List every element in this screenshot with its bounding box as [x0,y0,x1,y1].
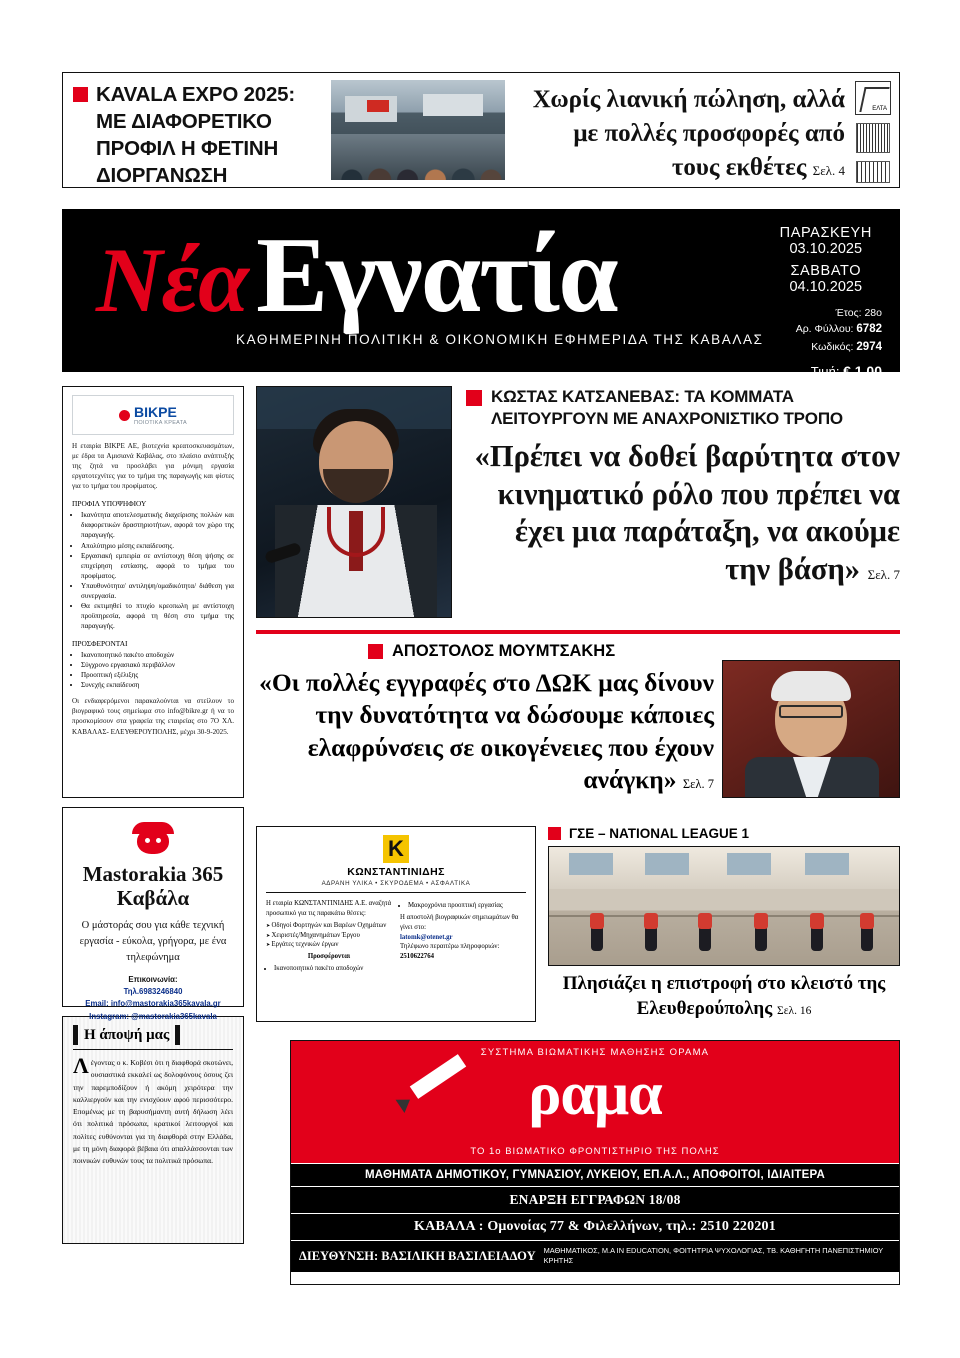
orama-courses: ΜΑΘΗΜΑΤΑ ΔΗΜΟΤΙΚΟΥ, ΓΥΜΝΑΣΙΟΥ, ΛΥΚΕΙΟΥ, ΕΠ.Α.Λ., ΑΠΟΦΟΙΤΟΙ, ΙΔΙΑΙΤΕΡΑ [291,1163,899,1186]
list-item: • Ικανότητα αποτελεσματικής διαχείρισης πολλών και διαφορετικών δραστηριοτήτων, αφορά τον χώρο της παραγωγής. [81,510,234,540]
masthead-day-2: ΣΑΒΒΑΤΟ [790,263,862,279]
gse-training-photo [548,846,900,966]
list-item: • Συνεχής εκπαίδευση [81,680,234,690]
masthead-issue-value: 6782 [856,323,882,336]
konstantinidis-offered-1 [266,964,392,974]
orama-enrollment: ΕΝΑΡΞΗ ΕΓΓΡΑΦΩΝ 18/08 [291,1186,899,1213]
second-story [256,642,900,814]
masthead-title-egnatia: Εγνατία [256,216,617,335]
konstantinidis-offered-title: Προσφέρονται [307,953,351,961]
top-banner-headline: KAVALA EXPO 2025: ΜΕ ΔΙΑΦΟΡΕΤΙΚΟ ΠΡΟΦΙΛ Η ΦΕΤΙΝΗ ΔΙΟΡΓΑΝΩΣΗ [96,83,295,188]
red-square-icon [73,87,88,102]
opinion-bar-icon-right [175,1025,180,1045]
mastorakia-description: Ο μάστοράς σου για κάθε τεχνική εργασία - εύκολα, γρήγορα, με ένα τηλεφώνημα [79,920,227,963]
red-square-icon [548,827,561,840]
opinion-title: Η άποψή μας [84,1026,170,1043]
second-headline: «Οι πολλές εγγραφές στο ΔΩΚ μας δίνουν την δυνατότητα να δώσουμε κάποιες ελαφρύνσεις σε οικογένειες που έχουν ανάγκη» [259,668,714,795]
bikre-advertisement [62,386,244,798]
masthead-title-nea: Νέα [96,229,249,331]
mastorakia-advertisement [62,807,244,1021]
masthead [62,209,900,379]
worker-helmet-icon [130,818,176,858]
mastorakia-email: Email: info@mastorakia365kavala.gr [85,999,221,1009]
top-banner-logos [853,73,899,187]
masthead-year: Έτος: 28ο [835,307,882,319]
orama-wordmark: ραμα [528,1060,662,1128]
barcode-secondary-icon [856,161,890,183]
orama-address: ΚΑΒΑΛΑ : Ομονοίας 77 & Φιλελλήνων, τηλ.: 2510 220201 [291,1213,899,1240]
lead-headline: «Πρέπει να δοθεί βαρύτητα στον κινηματικό ρόλο που πρέπει να έχει μια παράταξη, να ακούμε την βάση» [474,439,900,586]
konstantinidis-advertisement [256,826,536,1022]
opinion-body: Λέγοντας ο κ. Κοβέσι ότι η διαφθορά σκοτώνει, ουσιαστικά εκκαλεί ως δολοφόνους όσους ζει την παρεμποδίζουν ή ακόμη χειρότερα την καλλιεργούν και την ενισχύουν αφού περισσότερο. Επομένως με τη βαρυσήμαντη αυτή δήλωση λέει ότι πολιτικά πρόσωπα, κρατικοί λειτουργοί και πολίτες ευθύνονται για τη διαφθορά στην Ελλάδα, με τη μόνη διαφορά βέβαια ότι απαλλάσσονται των ποινικών ευθυνών τους τα πολιτικά πρόσωπα. [73,1053,233,1166]
red-square-icon [466,390,482,406]
bikre-offer-list [72,650,234,690]
bikre-profile-list [72,510,234,631]
opinion-bar-icon [73,1025,78,1045]
lead-story-text [452,386,900,621]
gse-kicker: ΓΣΕ – NATIONAL LEAGUE 1 [569,826,749,841]
masthead-date-1: 03.10.2025 [789,241,863,257]
masthead-price-label: Τιμή: [810,363,840,379]
masthead-code-value: 2974 [856,341,882,354]
moumtsakis-photo [722,660,900,798]
bikre-offer-title: ΠΡΟΣΦΕΡΟΝΤΑΙ [72,639,128,649]
list-item: • Μακροχρόνια προοπτική εργασίας [408,901,526,911]
konstantinidis-email: latomk@otenet.gr [400,933,453,941]
list-item: • Υπαυθυνότητα/ αντιληψη/ομαδικότητα/ διάθεση για συνεργασία. [81,581,234,601]
orama-subtitle: ΤΟ 1ο ΒΙΩΜΑΤΙΚΟ ΦΡΟΝΤΙΣΤΗΡΙΟ ΤΗΣ ΠΟΛΗΣ [470,1146,720,1157]
konstantinidis-intro: Η εταιρία ΚΩΝΣΤΑΝΤΙΝΙΔΗΣ Α.Ε. αναζητά προσωπικό για τις παρακάτω θέσεις: [266,900,392,917]
opinion-column [62,1016,244,1244]
list-item: • Εργασιακή εμπειρία σε αντίστοιχη θέση ψήσης σε επιχείρηση εστίασης, αφορά το τμήμα του προφίματος. [81,551,234,581]
konstantinidis-info-text: Τηλέφωνο περαιτέρω πληροφοριών: [400,943,500,951]
list-item: ➤ Οδηγοί Φορτηγών και Βαρέων Οχημάτων [266,921,392,931]
mastorakia-instagram: Instagram: @mastorakia365kavala [89,1011,217,1021]
orama-director: ΔΙΕΥΘΥΝΣΗ: ΒΑΣΙΛΙΚΗ ΒΑΣΙΛΕΙΑΔΟΥ [299,1248,536,1263]
konstantinidis-name: ΚΩΝΣΤΑΝΤΙΝΙΔΗΣ [347,866,445,878]
mastorakia-contact-label: Επικοινωνία: [128,974,178,984]
masthead-day-1: ΠΑΡΑΣΚΕΥΗ [779,225,872,241]
masthead-issue-label: Αρ. Φύλλου: [795,323,854,336]
bikre-profile-title: ΠΡΟΦΙΛ ΥΠΟΨΗΦΙΟΥ [72,499,147,509]
list-item: • Θα εκτιμηθεί το πτυχίο κρεοπωλη με αντίστοιχη προϋπηρεσία, αφορά τη θέση στο τμήμα της παραγωγής. [81,601,234,631]
top-banner-page-ref: Σελ. 4 [812,163,845,178]
lead-page-ref: Σελ. 7 [867,566,900,582]
second-kicker: ΑΠΟΣΤΟΛΟΣ ΜΟΥΜΤΣΑΚΗΣ [392,642,616,660]
top-banner-subheadline: Χωρίς λιανική πώληση, αλλά με πολλές προσφορές από τους εκθέτες [532,86,845,181]
orama-info-block [291,1163,899,1272]
list-item: ➤ Εργάτες τεχνικών έργων [266,940,392,950]
lead-story [256,386,900,621]
top-banner-right [509,73,853,187]
bikre-dot-icon [119,410,130,421]
pencil-icon [399,1061,477,1123]
list-item: • Προοπτική εξέλιξης [81,670,234,680]
masthead-date-2: 04.10.2025 [789,279,863,295]
list-item: ➤ Χειριστές/Μηχανημάτων Έργου [266,931,392,941]
bikre-closing: Οι ενδιαφερόμενοι παρακαλούνται να στείλουν το βιογραφικό τους σημείωμα στο info@bikre.gr ή να το προσκομίσουν στα γραφεία της εταιρείας στο 7Ο ΧΛ. ΚΑΒΑΛΑΣ- ΕΛΕΥΘΕΡΟΥΠΟΛΗΣ, μέχρι 30-9-2025. [72,697,234,736]
konstantinidis-logo-icon: K [383,835,409,863]
barcode-icon [856,123,890,153]
masthead-subtitle: ΚΑΘΗΜΕΡΙΝΗ ΠΟΛΙΤΙΚΗ & ΟΙΚΟΝΟΜΙΚΗ ΕΦΗΜΕΡΙΔΑ ΤΗΣ ΚΑΒΑΛΑΣ [236,332,764,348]
list-item: • Σύγχρονο εργασιακό περιβάλλον [81,660,234,670]
bikre-logo-name: ΒΙΚΡΕ [134,404,177,420]
masthead-info-block [764,209,900,379]
konstantinidis-sub: ΑΔΡΑΝΗ ΥΛΙΚΑ • ΣΚΥΡΟΔΕΜΑ • ΑΣΦΑΛΤΙΚΑ [321,880,471,887]
konstantinidis-offered-2 [400,901,526,911]
masthead-code-label: Κωδικός: [811,341,854,354]
konstantinidis-positions [266,921,392,951]
expo-photo [331,80,505,180]
konstantinidis-cv-text: Η αποστολή βιογραφικών σημειωμάτων θα γίνει στο: [400,913,519,931]
masthead-title-block [62,209,764,372]
bikre-intro: Η εταιρία ΒΙΚΡΕ ΑΕ, βιοτεχνία κρεατοσκευασμάτων, με έδρα τα Αμισιανά Καβάλας, στο πλαίσιο ανάπτυξής της ζητά να προσλάβει για μόνιμη εργασία εργατοτεχνίτες για το τμήμα της παραγωγής και φίστες για το τμήμα του προφίματος. [72,442,234,491]
red-square-icon [368,644,383,659]
orama-system-label: ΣΥΣΤΗΜΑ ΒΙΩΜΑΤΙΚΗΣ ΜΑΘΗΣΗΣ ΟΡΑΜΑ [480,1047,710,1058]
gse-story [548,826,900,1022]
orama-director-roles: ΜΑΘΗΜΑΤΙΚΟΣ, Μ.Α IN EDUCATION, ΦΟΙΤΗΤΡΙΑ ΨΥΧΟΛΟΓΙΑΣ, ΤΒ. ΚΑΘΗΓΗΤΗ ΠΑΝΕΠΙΣΤΗΜΙΟΥ ΚΡΗΤΗΣ [543,1246,884,1266]
bikre-logo [72,395,234,435]
gse-page-ref: Σελ. 16 [777,1004,812,1017]
orama-banner [291,1041,899,1163]
lead-kicker: ΚΩΣΤΑΣ ΚΑΤΣΑΝΕΒΑΣ: ΤΑ ΚΟΜΜΑΤΑ ΛΕΙΤΟΥΡΓΟΥΝ ΜΕ ΑΝΑΧΡΟΝΙΣΤΙΚΟ ΤΡΟΠΟ [491,387,843,429]
mastorakia-title: Mastorakia 365 Καβάλα [82,862,224,911]
konstantinidis-phone: 2510622764 [400,953,434,961]
second-page-ref: Σελ. 7 [682,777,714,792]
elta-logo-icon: ΕΛΤΑ [855,81,891,115]
list-item: • Ικανοποιητικό πακέτο αποδοχών [274,964,392,974]
list-item: • Ικανοποιητικό πακέτο αποδοχών [81,650,234,660]
top-banner [62,72,900,188]
masthead-price-value: € 1,00 [843,362,882,379]
katsanevas-photo [256,386,452,618]
red-divider [256,630,900,634]
left-column [62,386,244,1244]
orama-advertisement [290,1040,900,1285]
list-item: • Απολύτηριο μέσης εκπαίδευσης. [81,541,234,551]
bikre-logo-tagline: ΠΟΙΟΤΙΚΑ ΚΡΕΑΤΑ [134,420,187,426]
mastorakia-phone: Τηλ.6983246840 [123,987,183,996]
top-banner-left [63,73,331,187]
gse-caption: Πλησιάζει η επιστροφή στο κλειστό της Ελευθερούπολης [562,973,886,1019]
